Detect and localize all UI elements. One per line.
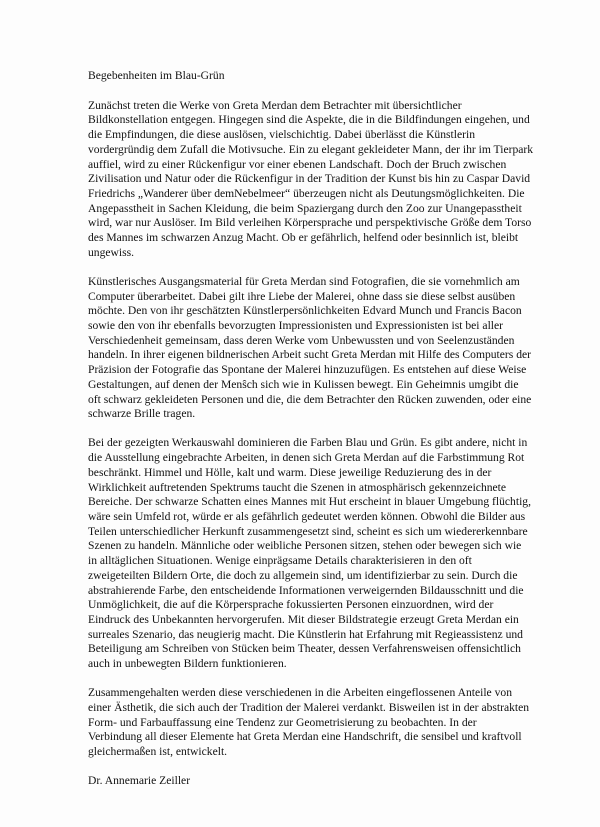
text-line: Bildkonstellation entgegen. Hingegen sind die Aspekte, die in die Bildfindungen eingehen, und xyxy=(88,113,530,127)
document-title: Begebenheiten im Blau-Grün xyxy=(88,69,225,82)
text-line: in alltäglichen Situationen. Wenige einprägsame Details charakterisieren in den oft xyxy=(88,554,472,568)
text-line: Zunächst treten die Werke von Greta Merdan dem Betrachter mit übersichtlicher xyxy=(88,98,462,112)
text-line: Verschiedenheit gemeinsam, dass deren Werke vom Unbewussten und von Seelenzuständen xyxy=(88,333,515,347)
text-line: zweigeteilten Bildern Orte, die doch zu allgemein sind, um identifizierbar zu sein. Durch die xyxy=(88,568,518,582)
text-line: Szenen zu handeln. Männliche oder weibliche Personen sitzen, stehen oder bewegen sich wie xyxy=(88,539,522,553)
paragraph xyxy=(88,275,568,422)
text-line: Wirklichkeit auftretenden Spektrums taucht die Szenen in atmosphärisch gekennzeichnete xyxy=(88,480,507,494)
paragraph-list xyxy=(88,99,568,760)
text-line: vordergründig dem Zufall die Motivsuche. Ein zu elegant gekleideter Mann, der ihr im Tierpark xyxy=(88,142,534,156)
text-line: Computer überarbeitet. Dabei gilt ihre Liebe der Malerei, ohne dass sie diese selbst ausüben xyxy=(88,289,516,303)
text-line: Form- und Farbauffassung eine Tendenz zur Geometrisierung zu beobachten. In der xyxy=(88,715,477,729)
paragraph xyxy=(88,99,568,261)
text-line: Künstlerisches Ausgangsmaterial für Greta Merdan sind Fotografien, die sie vornehmlich am xyxy=(88,274,520,288)
text-line: Präzision der Fotografie das Spontane der Malerei hinzuzufügen. Es entstehen auf diese Weise xyxy=(88,363,527,377)
paragraph xyxy=(88,686,568,760)
text-line: Bei der gezeigten Werkauswahl dominieren die Farben Blau und Grün. Es gibt andere, nicht in xyxy=(88,436,528,450)
text-line: handeln. In ihrer eigenen bildnerischen Arbeit sucht Greta Merdan mit Hilfe des Computers der xyxy=(88,348,532,362)
text-line: gleichermaßen ist, entwickelt. xyxy=(88,745,228,759)
text-line: möchte. Den von ihr geschätzten Künstlerpersönlichkeiten Edvard Munch und Francis Bacon xyxy=(88,304,522,318)
text-line: abstrahierende Farbe, den entscheidende Informationen verweigernden Bildausschnitt und die xyxy=(88,583,524,597)
document-body xyxy=(88,69,568,789)
text-line: die Empfindungen, die diese auslösen, vielschichtig. Dabei überlässt die Künstlerin xyxy=(88,128,476,142)
text-line: Gestaltungen, auf denen der Menŝch sich wie in Kulissen bewegt. Ein Geheimnis umgibt die xyxy=(88,377,519,391)
text-line: Verbindung all dieser Elemente hat Greta Merdan eine Handschrift, die sensibel und kraftvoll xyxy=(88,730,522,744)
text-line: Angepasstheit in Sachen Kleidung, die beim Spaziergang durch den Zoo zur Unangepasstheit xyxy=(88,201,522,215)
text-line: die Ausstellung eingebrachte Arbeiten, in denen sich Greta Merdan auf die Farbstimmung Rot xyxy=(88,451,525,465)
text-line: Beteiligung am Schreiben von Stücken beim Theater, dessen Verfahrensweisen offensichtlich xyxy=(88,642,521,656)
text-line: auffiel, wird zu einer Rückenfigur vor einer ebenen Landschaft. Doch der Bruch zwischen xyxy=(88,157,507,171)
text-line: Bereiche. Der schwarze Schatten eines Mannes mit Hut erscheint in blauer Umgebung flüchtig, xyxy=(88,495,531,509)
text-line: wird, war nur Auslöser. Im Bild verleihen Körpersprache und perspektivische Größe dem Torso xyxy=(88,216,532,230)
text-line: Unmöglichkeit, die auf die Körpersprache fokussierten Personen einzuordnen, wird der xyxy=(88,598,494,612)
text-line: oft schwarz gekleideten Personen und die, die dem Betrachter den Rücken zuwenden, oder eine xyxy=(88,392,532,406)
text-line: Teilen unterschiedlicher Herkunft zusammengesetzt sind, scheint es sich um wiedererkennbare xyxy=(88,524,528,538)
text-line: sowie den von ihr ebenfalls bevorzugten Impressionisten und Expressionisten ist bei aller xyxy=(88,319,504,333)
author-signature: Dr. Annemarie Zeiller xyxy=(88,774,191,788)
text-line: ungewiss. xyxy=(88,245,135,259)
text-line: Eindruck des Unbekannten hervorgerufen. Mit dieser Bildstrategie erzeugt Greta Merdan ein xyxy=(88,612,519,626)
text-line: auch in unbewegten Bildern funktionieren. xyxy=(88,657,287,671)
text-line: beschränkt. Himmel und Hölle, kalt und warm. Diese jeweilige Reduzierung des in der xyxy=(88,465,492,479)
paragraph xyxy=(88,436,568,671)
text-line: Zusammengehalten werden diese verschiedenen in die Arbeiten eingeflossenen Anteile von xyxy=(88,686,512,700)
text-line: schwarze Brille tragen. xyxy=(88,407,196,421)
text-line: surreales Szenario, das neugierig macht. Die Künstlerin hat Erfahrung mit Regieassistenz und xyxy=(88,627,523,641)
text-line: des Mannes im schwarzen Anzug Macht. Ob er gefährlich, helfend oder besinnlich ist, bleibt xyxy=(88,231,519,245)
text-line: einer Ästhetik, die sich auch der Tradition der Malerei verdankt. Bisweilen ist in der abstrakten xyxy=(88,700,530,714)
text-line: Zivilisation und Natur oder die Rückenfigur in der Tradition der Kunst bis hin zu Caspar David xyxy=(88,172,531,186)
text-line: wäre sein Umfeld rot, würde er als gefährlich gedeutet werden können. Obwohl die Bilder aus xyxy=(88,509,526,523)
text-line: Friedrichs „Wanderer über demNebelmeer“ überzeugen nicht als Deutungsmöglichkeiten. Die xyxy=(88,186,525,200)
